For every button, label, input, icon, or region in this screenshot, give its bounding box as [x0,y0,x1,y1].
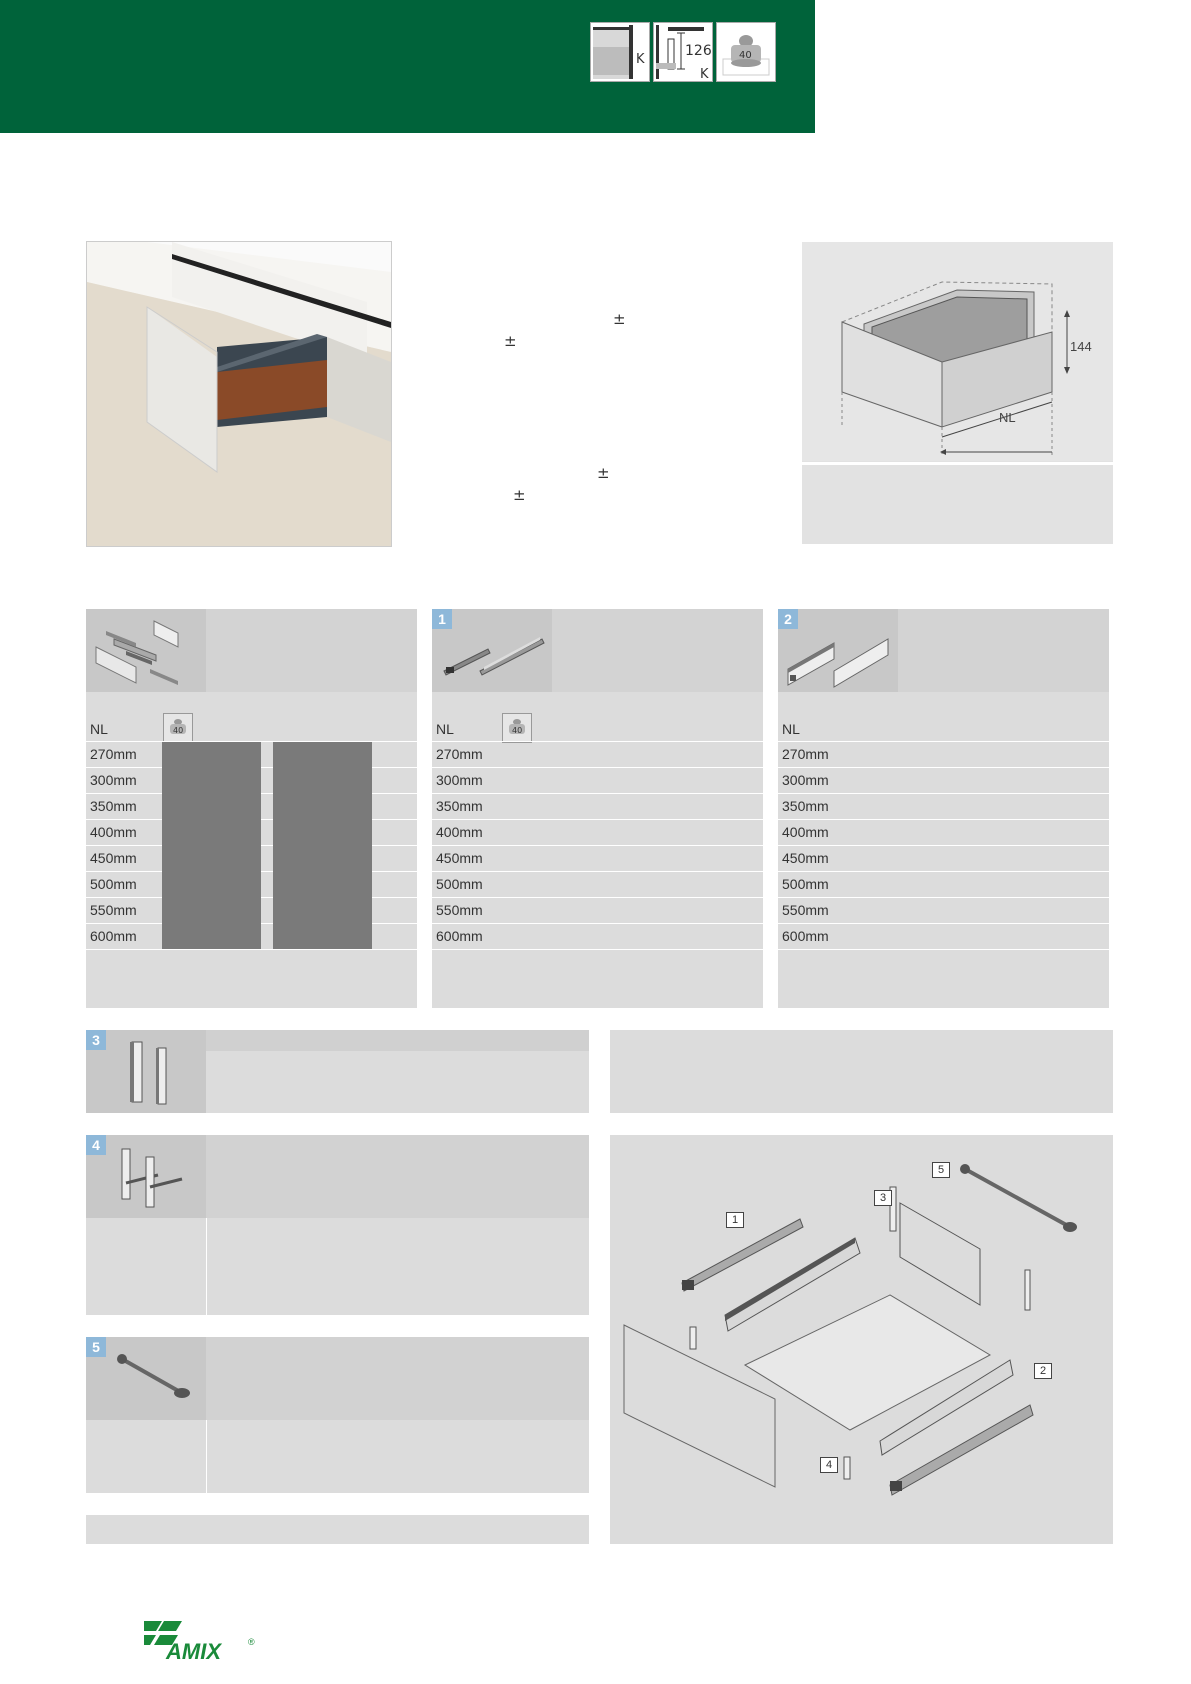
plus-minus-symbol: ± [613,310,626,328]
table-row [778,767,1109,792]
nl-dimension-label: NL [999,410,1016,425]
nl-size: 500mm [436,876,483,892]
exploded-view [610,1135,1113,1544]
height-dimension-label: 144 [1070,339,1092,354]
nl-size: 600mm [782,928,829,944]
height-126-icon [653,22,713,82]
side-panel-panel [778,609,1109,1008]
panel-footer-divider [432,949,763,974]
nl-header: NL [782,721,800,737]
dimension-diagram [802,242,1113,544]
footer-note-bar [86,1515,589,1544]
callout-2: 2 [1034,1363,1052,1379]
panel-footer-divider [86,949,417,974]
panel-footer-divider [778,949,1109,974]
table-row [432,793,763,818]
k-label: K [636,52,645,67]
article-column-dark [162,742,261,949]
load-value: 40 [512,726,523,735]
nl-size: 450mm [782,850,829,866]
nl-size: 270mm [782,746,829,762]
item-number: 1 [432,609,452,629]
nl-size: 300mm [90,772,137,788]
callout-3: 3 [874,1190,892,1206]
table-row [778,871,1109,896]
nl-size: 400mm [782,824,829,840]
nl-size: 500mm [90,876,137,892]
nl-header: NL [90,721,108,737]
table-row [432,767,763,792]
height-value: 126 [685,43,712,59]
accessory-5-panel [86,1337,589,1493]
amix-logo [142,1615,262,1665]
item-number: 3 [86,1030,106,1050]
table-row [432,897,763,922]
load-value: 40 [739,50,752,61]
callout-1: 1 [726,1212,744,1228]
table-row [432,871,763,896]
nl-size: 350mm [90,798,137,814]
load-40-icon [716,22,776,82]
table-row [432,923,763,948]
plus-minus-symbol: ± [597,464,610,482]
callout-5: 5 [932,1162,950,1178]
plus-minus-symbol: ± [504,332,517,350]
nl-size: 450mm [436,850,483,866]
nl-size: 550mm [782,902,829,918]
table-row [432,819,763,844]
table-row [778,819,1109,844]
table-row [778,793,1109,818]
accessory-3-panel [86,1030,589,1113]
table-row [778,845,1109,870]
set-thumbnail [86,609,206,692]
logo-text: AMIX [166,1639,221,1664]
nl-size: 600mm [436,928,483,944]
plus-minus-symbol: ± [513,486,526,504]
item-number: 2 [778,609,798,629]
nl-size: 600mm [90,928,137,944]
table-row [432,741,763,766]
item-number: 4 [86,1135,106,1155]
accessory-4-panel [86,1135,589,1315]
callout-4: 4 [820,1457,838,1473]
table-row [432,845,763,870]
nl-size: 350mm [782,798,829,814]
table-row [778,923,1109,948]
nl-size: 270mm [90,746,137,762]
drawer-photo [86,241,392,547]
set-panel [86,609,417,1008]
article-column-dark [273,742,372,949]
nl-size: 270mm [436,746,483,762]
cabinet-k-icon [590,22,650,82]
runner-panel [432,609,763,1008]
nl-header: NL [436,721,454,737]
info-box [610,1030,1113,1113]
load-value: 40 [173,726,184,735]
nl-size: 500mm [782,876,829,892]
nl-size: 300mm [782,772,829,788]
load-40-icon [502,713,532,743]
nl-size: 400mm [436,824,483,840]
nl-size: 350mm [436,798,483,814]
table-row [778,897,1109,922]
k-label: K [700,67,709,81]
registered-mark: ® [248,1637,255,1647]
nl-size: 550mm [436,902,483,918]
load-40-icon [163,713,193,743]
nl-size: 300mm [436,772,483,788]
nl-size: 400mm [90,824,137,840]
item-number: 5 [86,1337,106,1357]
nl-size: 550mm [90,902,137,918]
table-row [778,741,1109,766]
nl-size: 450mm [90,850,137,866]
